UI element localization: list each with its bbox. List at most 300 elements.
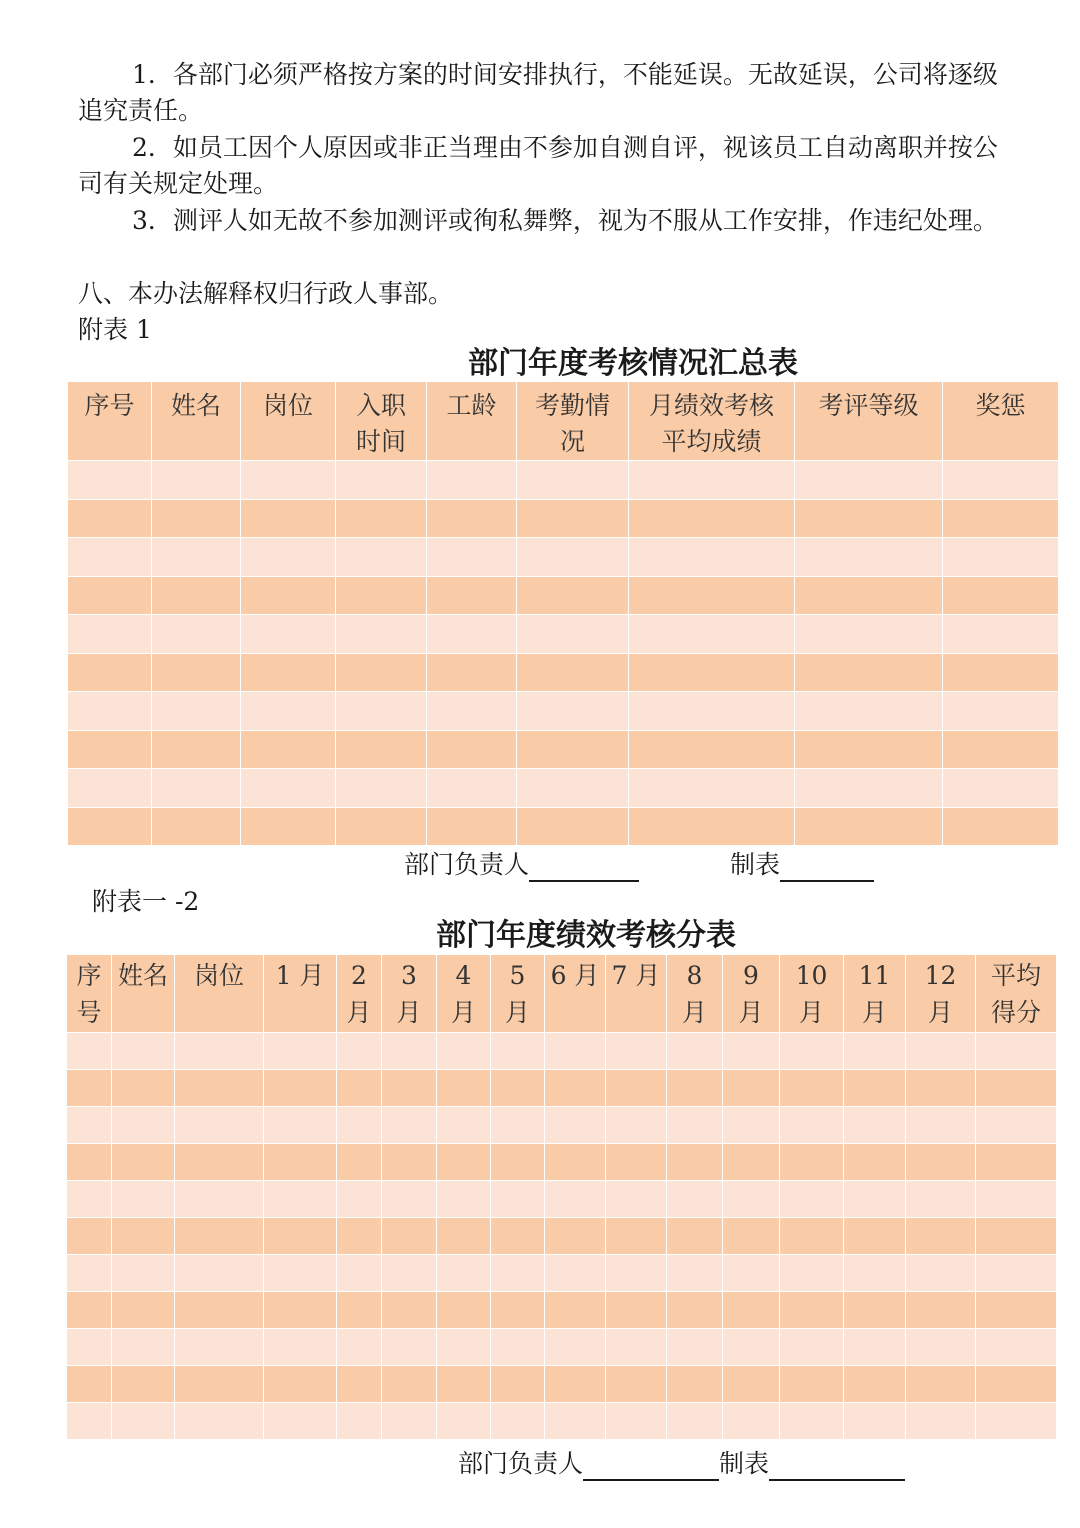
table-cell[interactable] [337, 1329, 382, 1366]
table-cell[interactable] [844, 1181, 906, 1218]
table-cell[interactable] [491, 1329, 545, 1366]
table-cell[interactable] [336, 576, 427, 615]
table-cell[interactable] [795, 692, 943, 731]
table-cell[interactable] [976, 1255, 1057, 1292]
table-cell[interactable] [437, 1181, 491, 1218]
table-cell[interactable] [795, 730, 943, 769]
performance-table [66, 954, 1057, 1440]
signature-line-1 [404, 848, 639, 882]
table-cell[interactable] [336, 653, 427, 692]
table-cell[interactable] [629, 615, 795, 654]
table-cell[interactable] [844, 1107, 906, 1144]
table-cell[interactable] [241, 615, 336, 654]
table-cell[interactable] [337, 1218, 382, 1255]
table-cell[interactable] [264, 1329, 337, 1366]
table-cell[interactable] [112, 1403, 175, 1440]
table-cell[interactable] [437, 1403, 491, 1440]
table-cell[interactable] [723, 1144, 780, 1181]
table-cell[interactable] [264, 1070, 337, 1107]
table-cell[interactable] [629, 807, 795, 846]
table-cell[interactable] [723, 1218, 780, 1255]
summary-table [67, 381, 1059, 846]
table-cell[interactable] [437, 1107, 491, 1144]
table-cell[interactable] [517, 576, 629, 615]
table-cell[interactable] [337, 1033, 382, 1070]
table-cell[interactable] [723, 1033, 780, 1070]
table-cell[interactable] [545, 1255, 606, 1292]
table-row [67, 1107, 1057, 1144]
table-cell[interactable] [667, 1033, 723, 1070]
table-cell[interactable] [629, 576, 795, 615]
table-cell[interactable] [264, 1144, 337, 1181]
table-cell[interactable] [795, 807, 943, 846]
table-cell[interactable] [606, 1070, 667, 1107]
table-cell[interactable] [68, 538, 152, 577]
table-cell[interactable] [606, 1403, 667, 1440]
table-cell[interactable] [667, 1181, 723, 1218]
t1-header-0 [68, 382, 152, 461]
table-cell[interactable] [241, 499, 336, 538]
table-cell[interactable] [906, 1403, 976, 1440]
header-text: 考评等级 [818, 391, 919, 420]
table-cell[interactable] [667, 1255, 723, 1292]
table-cell[interactable] [795, 615, 943, 654]
table-cell[interactable] [906, 1144, 976, 1181]
table-cell[interactable] [780, 1033, 844, 1070]
table-cell[interactable] [437, 1329, 491, 1366]
table-cell[interactable] [545, 1107, 606, 1144]
t2-header-8 [545, 955, 606, 1033]
table-cell[interactable] [175, 1218, 264, 1255]
table-cell[interactable] [545, 1366, 606, 1403]
table-cell[interactable] [780, 1144, 844, 1181]
table-cell[interactable] [68, 769, 152, 808]
table-cell[interactable] [780, 1292, 844, 1329]
table-cell[interactable] [67, 1218, 112, 1255]
table-cell[interactable] [112, 1218, 175, 1255]
table-cell[interactable] [545, 1144, 606, 1181]
table-cell[interactable] [517, 653, 629, 692]
table-cell[interactable] [723, 1181, 780, 1218]
table-cell[interactable] [545, 1218, 606, 1255]
table-cell[interactable] [606, 1033, 667, 1070]
table-cell[interactable] [976, 1107, 1057, 1144]
t2-header-2 [175, 955, 264, 1033]
table-cell[interactable] [427, 769, 517, 808]
table-cell[interactable] [906, 1329, 976, 1366]
table-cell[interactable] [67, 1181, 112, 1218]
table-cell[interactable] [943, 692, 1059, 731]
table-cell[interactable] [241, 769, 336, 808]
table-cell[interactable] [382, 1292, 437, 1329]
table-cell[interactable] [152, 538, 241, 577]
table-cell[interactable] [175, 1255, 264, 1292]
table-cell[interactable] [382, 1070, 437, 1107]
table-cell[interactable] [427, 461, 517, 500]
table-cell[interactable] [943, 769, 1059, 808]
table-cell[interactable] [68, 730, 152, 769]
table-cell[interactable] [68, 807, 152, 846]
table-cell[interactable] [68, 461, 152, 500]
table-cell[interactable] [906, 1366, 976, 1403]
table-cell[interactable] [264, 1107, 337, 1144]
table-cell[interactable] [437, 1033, 491, 1070]
table-cell[interactable] [906, 1255, 976, 1292]
table-cell[interactable] [629, 461, 795, 500]
table-cell[interactable] [491, 1070, 545, 1107]
table-cell[interactable] [943, 576, 1059, 615]
table-cell[interactable] [976, 1144, 1057, 1181]
table-cell[interactable] [906, 1070, 976, 1107]
table-cell[interactable] [67, 1329, 112, 1366]
table-cell[interactable] [67, 1366, 112, 1403]
table-cell[interactable] [67, 1033, 112, 1070]
table-cell[interactable] [427, 653, 517, 692]
table-cell[interactable] [152, 692, 241, 731]
table-cell[interactable] [491, 1255, 545, 1292]
table-cell[interactable] [67, 1255, 112, 1292]
table-cell[interactable] [112, 1255, 175, 1292]
table-cell[interactable] [606, 1292, 667, 1329]
table-cell[interactable] [437, 1144, 491, 1181]
table-cell[interactable] [517, 769, 629, 808]
table-1-title [322, 344, 798, 384]
table-cell[interactable] [112, 1033, 175, 1070]
table-2-title-text: 部门年度绩效考核分表 [436, 918, 736, 953]
table-cell[interactable] [667, 1403, 723, 1440]
t2-header-9 [606, 955, 667, 1033]
table-cell[interactable] [175, 1329, 264, 1366]
table-cell[interactable] [723, 1329, 780, 1366]
table-cell[interactable] [382, 1144, 437, 1181]
table-cell[interactable] [795, 576, 943, 615]
table-cell[interactable] [264, 1033, 337, 1070]
table-row [67, 1033, 1057, 1070]
table-cell[interactable] [437, 1292, 491, 1329]
table-cell[interactable] [844, 1292, 906, 1329]
table-cell[interactable] [844, 1329, 906, 1366]
table-cell[interactable] [427, 730, 517, 769]
table-cell[interactable] [606, 1366, 667, 1403]
table-cell[interactable] [943, 730, 1059, 769]
table-cell[interactable] [976, 1403, 1057, 1440]
table-cell[interactable] [976, 1218, 1057, 1255]
table-cell[interactable] [491, 1218, 545, 1255]
table-cell[interactable] [264, 1292, 337, 1329]
table-cell[interactable] [780, 1218, 844, 1255]
table-cell[interactable] [336, 499, 427, 538]
table-cell[interactable] [545, 1403, 606, 1440]
table-cell[interactable] [68, 653, 152, 692]
table-cell[interactable] [844, 1255, 906, 1292]
table-cell[interactable] [152, 769, 241, 808]
table-cell[interactable] [629, 769, 795, 808]
table-cell[interactable] [152, 807, 241, 846]
table-cell[interactable] [437, 1255, 491, 1292]
table-cell[interactable] [906, 1033, 976, 1070]
table-cell[interactable] [67, 1144, 112, 1181]
table-cell[interactable] [491, 1181, 545, 1218]
table-cell[interactable] [780, 1181, 844, 1218]
table-cell[interactable] [427, 807, 517, 846]
table-cell[interactable] [491, 1033, 545, 1070]
table-cell[interactable] [112, 1070, 175, 1107]
table-cell[interactable] [976, 1070, 1057, 1107]
table-cell[interactable] [780, 1255, 844, 1292]
table-cell[interactable] [780, 1070, 844, 1107]
header-text: 12 [924, 961, 957, 990]
table-cell[interactable] [667, 1144, 723, 1181]
table-cell[interactable] [112, 1329, 175, 1366]
table-cell[interactable] [152, 615, 241, 654]
table-cell[interactable] [337, 1366, 382, 1403]
table-cell[interactable] [723, 1292, 780, 1329]
table-cell[interactable] [606, 1181, 667, 1218]
header-text: 时间 [355, 427, 406, 456]
table-cell[interactable] [264, 1181, 337, 1218]
table-cell[interactable] [112, 1144, 175, 1181]
table-cell[interactable] [382, 1033, 437, 1070]
t1-header-4 [427, 382, 517, 461]
table-cell[interactable] [976, 1033, 1057, 1070]
table-cell[interactable] [175, 1033, 264, 1070]
table-cell[interactable] [906, 1107, 976, 1144]
table-cell[interactable] [606, 1329, 667, 1366]
header-text: 3 [401, 961, 417, 990]
t2-header-13 [844, 955, 906, 1033]
table-cell[interactable] [723, 1107, 780, 1144]
table-cell[interactable] [795, 538, 943, 577]
table-cell[interactable] [427, 576, 517, 615]
table-cell[interactable] [545, 1329, 606, 1366]
table-row [67, 1329, 1057, 1366]
table-cell[interactable] [723, 1070, 780, 1107]
table-cell[interactable] [667, 1329, 723, 1366]
table-cell[interactable] [152, 576, 241, 615]
table-cell[interactable] [491, 1144, 545, 1181]
table-cell[interactable] [337, 1144, 382, 1181]
header-text: 月 [861, 998, 887, 1027]
table-cell[interactable] [629, 538, 795, 577]
table-cell[interactable] [264, 1255, 337, 1292]
table-cell[interactable] [241, 538, 336, 577]
table-cell[interactable] [491, 1366, 545, 1403]
table-cell[interactable] [175, 1403, 264, 1440]
table-cell[interactable] [427, 499, 517, 538]
table-cell[interactable] [437, 1218, 491, 1255]
table-cell[interactable] [606, 1255, 667, 1292]
table-cell[interactable] [723, 1366, 780, 1403]
table-cell[interactable] [976, 1292, 1057, 1329]
table-cell[interactable] [241, 461, 336, 500]
table-cell[interactable] [264, 1366, 337, 1403]
table-cell[interactable] [336, 730, 427, 769]
table-row [67, 1218, 1057, 1255]
table-cell[interactable] [943, 461, 1059, 500]
table-cell[interactable] [906, 1218, 976, 1255]
table-cell[interactable] [336, 692, 427, 731]
t2-header-0 [67, 955, 112, 1033]
table-cell[interactable] [337, 1403, 382, 1440]
t2-header-14 [906, 955, 976, 1033]
table-cell[interactable] [241, 692, 336, 731]
table-cell[interactable] [427, 538, 517, 577]
table-cell[interactable] [337, 1070, 382, 1107]
table-cell[interactable] [517, 538, 629, 577]
table-cell[interactable] [943, 615, 1059, 654]
table-cell[interactable] [723, 1403, 780, 1440]
table-cell[interactable] [780, 1366, 844, 1403]
table-cell[interactable] [545, 1181, 606, 1218]
table-cell[interactable] [382, 1218, 437, 1255]
table-cell[interactable] [844, 1033, 906, 1070]
table-cell[interactable] [67, 1403, 112, 1440]
table-cell[interactable] [336, 807, 427, 846]
table-cell[interactable] [491, 1403, 545, 1440]
t2-header-6 [437, 955, 491, 1033]
table-cell[interactable] [545, 1292, 606, 1329]
table-cell[interactable] [491, 1107, 545, 1144]
table-cell[interactable] [336, 615, 427, 654]
table-cell[interactable] [780, 1107, 844, 1144]
table-cell[interactable] [545, 1033, 606, 1070]
table-cell[interactable] [67, 1070, 112, 1107]
table-row [67, 1255, 1057, 1292]
table-cell[interactable] [175, 1070, 264, 1107]
table-cell[interactable] [337, 1181, 382, 1218]
table-cell[interactable] [337, 1292, 382, 1329]
table-cell[interactable] [629, 499, 795, 538]
table-cell[interactable] [241, 576, 336, 615]
table-cell[interactable] [629, 653, 795, 692]
table-cell[interactable] [336, 769, 427, 808]
table-cell[interactable] [175, 1366, 264, 1403]
table-cell[interactable] [67, 1107, 112, 1144]
table-cell[interactable] [844, 1218, 906, 1255]
table-cell[interactable] [517, 730, 629, 769]
table-cell[interactable] [112, 1181, 175, 1218]
table-cell[interactable] [517, 461, 629, 500]
table-cell[interactable] [545, 1070, 606, 1107]
table-cell[interactable] [795, 461, 943, 500]
table-cell[interactable] [175, 1144, 264, 1181]
table-cell[interactable] [844, 1070, 906, 1107]
table-cell[interactable] [437, 1366, 491, 1403]
table-cell[interactable] [906, 1181, 976, 1218]
table-cell[interactable] [906, 1292, 976, 1329]
table-cell[interactable] [336, 461, 427, 500]
table-cell[interactable] [427, 615, 517, 654]
table-cell[interactable] [382, 1255, 437, 1292]
table-cell[interactable] [517, 499, 629, 538]
table-cell[interactable] [68, 576, 152, 615]
header-text: 11 [858, 961, 891, 990]
table-cell[interactable] [795, 653, 943, 692]
table-cell[interactable] [976, 1366, 1057, 1403]
table-cell[interactable] [780, 1329, 844, 1366]
table-cell[interactable] [264, 1218, 337, 1255]
table-cell[interactable] [382, 1181, 437, 1218]
table-cell[interactable] [382, 1329, 437, 1366]
table-cell[interactable] [152, 499, 241, 538]
maker-blank [780, 852, 874, 882]
table-row [67, 1144, 1057, 1181]
table-cell[interactable] [517, 692, 629, 731]
table-cell[interactable] [943, 653, 1059, 692]
table-cell[interactable] [629, 730, 795, 769]
table-cell[interactable] [264, 1403, 337, 1440]
table-cell[interactable] [667, 1366, 723, 1403]
table-cell[interactable] [241, 807, 336, 846]
table-cell[interactable] [337, 1107, 382, 1144]
appendix-1-label: 附表 1 [78, 315, 152, 344]
table-cell[interactable] [112, 1107, 175, 1144]
table-cell[interactable] [517, 615, 629, 654]
table-cell[interactable] [68, 615, 152, 654]
table-cell[interactable] [780, 1403, 844, 1440]
table-cell[interactable] [382, 1107, 437, 1144]
table-row [68, 653, 1059, 692]
table-cell[interactable] [795, 499, 943, 538]
table-cell[interactable] [606, 1107, 667, 1144]
table-cell[interactable] [844, 1366, 906, 1403]
table-cell[interactable] [152, 653, 241, 692]
table-cell[interactable] [427, 692, 517, 731]
table-cell[interactable] [241, 730, 336, 769]
maker-label: 制表 [719, 1449, 770, 1478]
table-cell[interactable] [382, 1366, 437, 1403]
table-cell[interactable] [175, 1181, 264, 1218]
table-cell[interactable] [491, 1292, 545, 1329]
table-cell[interactable] [241, 653, 336, 692]
table-cell[interactable] [336, 538, 427, 577]
table-cell[interactable] [723, 1255, 780, 1292]
table-cell[interactable] [175, 1292, 264, 1329]
table-cell[interactable] [943, 499, 1059, 538]
table-cell[interactable] [667, 1070, 723, 1107]
table-cell[interactable] [943, 538, 1059, 577]
header-text: 4 [455, 961, 472, 990]
table-cell[interactable] [667, 1292, 723, 1329]
table-row [68, 615, 1059, 654]
table-cell[interactable] [437, 1070, 491, 1107]
table-cell[interactable] [152, 461, 241, 500]
table-cell[interactable] [844, 1144, 906, 1181]
table-cell[interactable] [337, 1255, 382, 1292]
table-cell[interactable] [68, 692, 152, 731]
table-cell[interactable] [606, 1218, 667, 1255]
table-cell[interactable] [68, 499, 152, 538]
table-cell[interactable] [152, 730, 241, 769]
table-cell[interactable] [795, 769, 943, 808]
table-cell[interactable] [175, 1107, 264, 1144]
header-text: 姓名 [170, 391, 221, 420]
table-cell[interactable] [112, 1366, 175, 1403]
table-cell[interactable] [667, 1218, 723, 1255]
table-cell[interactable] [667, 1107, 723, 1144]
appendix-2-label: 附表一 -2 [92, 887, 200, 916]
table-cell[interactable] [112, 1292, 175, 1329]
table-cell[interactable] [844, 1403, 906, 1440]
table-cell[interactable] [67, 1292, 112, 1329]
table-cell[interactable] [517, 807, 629, 846]
table-cell[interactable] [976, 1181, 1057, 1218]
table-cell[interactable] [606, 1144, 667, 1181]
table-cell[interactable] [629, 692, 795, 731]
table-cell[interactable] [943, 807, 1059, 846]
table-cell[interactable] [382, 1403, 437, 1440]
table-cell[interactable] [976, 1329, 1057, 1366]
